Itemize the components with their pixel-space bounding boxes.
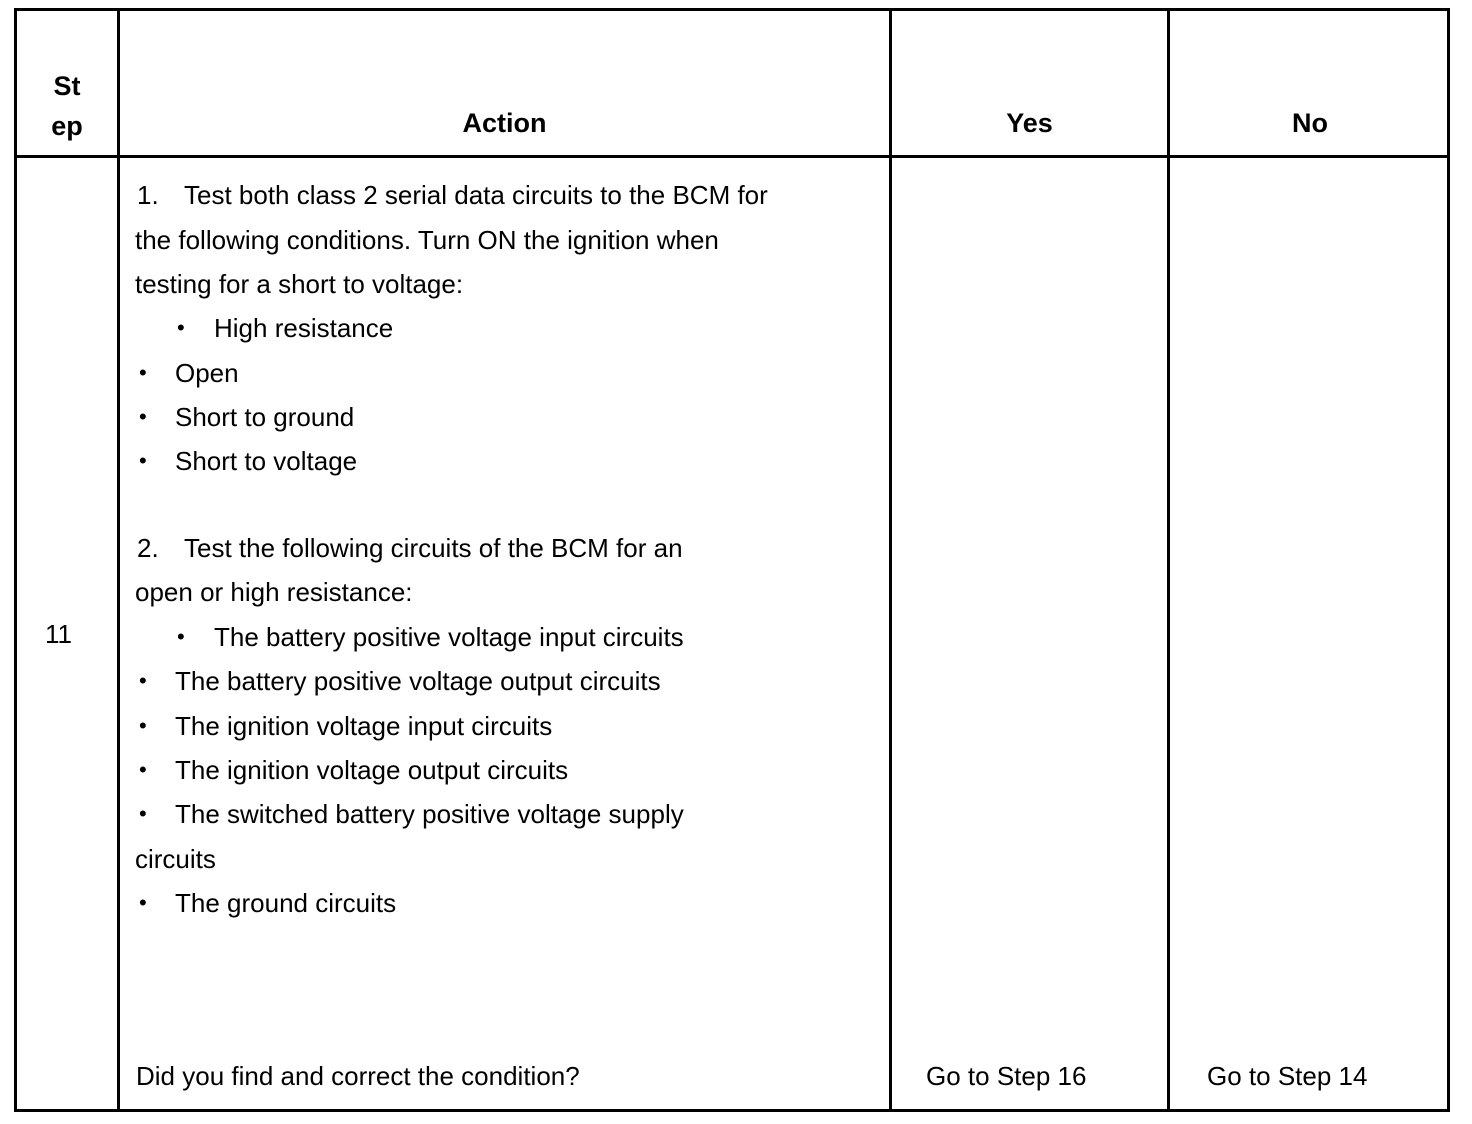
part2-line2: open or high resistance: (135, 577, 413, 607)
no-outcome: Go to Step 14 (1207, 1061, 1368, 1091)
bullet-icon: • (139, 801, 147, 826)
part1-line1: Test both class 2 serial data circuits to the BCM for (184, 180, 768, 210)
column-divider-yes (1167, 11, 1170, 1109)
bullet-icon: • (177, 624, 185, 649)
part2-line1: Test the following circuits of the BCM for an (184, 533, 683, 563)
bullet-icon: • (139, 713, 147, 738)
part1-line2: the following conditions. Turn ON the ignition when (135, 225, 719, 255)
header-divider (17, 155, 1447, 158)
diagnostic-table (14, 8, 1450, 1112)
part2-bullet-3: The ignition voltage input circuits (175, 711, 553, 741)
yes-outcome: Go to Step 16 (926, 1061, 1087, 1091)
part2-bullet-2: The battery positive voltage output circuits (175, 666, 661, 696)
bullet-icon: • (139, 668, 147, 693)
part1-bullet-2: Open (175, 358, 239, 388)
question-text: Did you find and correct the condition? (136, 1061, 580, 1091)
part2-number: 2. (137, 533, 159, 563)
step-number: 11 (45, 619, 72, 649)
header-no: No (1292, 108, 1328, 138)
header-yes: Yes (1006, 108, 1053, 138)
part1-number: 1. (137, 180, 159, 210)
header-step (17, 66, 117, 146)
column-divider-step (117, 11, 120, 1109)
column-divider-action (889, 11, 892, 1109)
bullet-icon: • (139, 404, 147, 429)
bullet-icon: • (139, 360, 147, 385)
part2-bullet-1: The battery positive voltage input circuits (214, 622, 684, 652)
header-action: Action (462, 108, 547, 138)
bullet-icon: • (139, 757, 147, 782)
part1-bullet-4: Short to voltage (175, 446, 358, 476)
bullet-icon: • (177, 315, 185, 340)
header-step-line1: St (53, 71, 81, 101)
part1-bullet-1: High resistance (214, 313, 394, 343)
part2-bullet-4: The ignition voltage output circuits (175, 755, 569, 785)
bullet-icon: • (139, 890, 147, 915)
part2-bullet-6: The ground circuits (175, 888, 397, 918)
part2-bullet-5-wrap: circuits (135, 844, 216, 874)
header-step-line2: ep (51, 111, 83, 141)
part1-bullet-3: Short to ground (175, 402, 355, 432)
part1-line3: testing for a short to voltage: (135, 269, 464, 299)
bullet-icon: • (139, 448, 147, 473)
part2-bullet-5: The switched battery positive voltage supply (175, 799, 684, 829)
